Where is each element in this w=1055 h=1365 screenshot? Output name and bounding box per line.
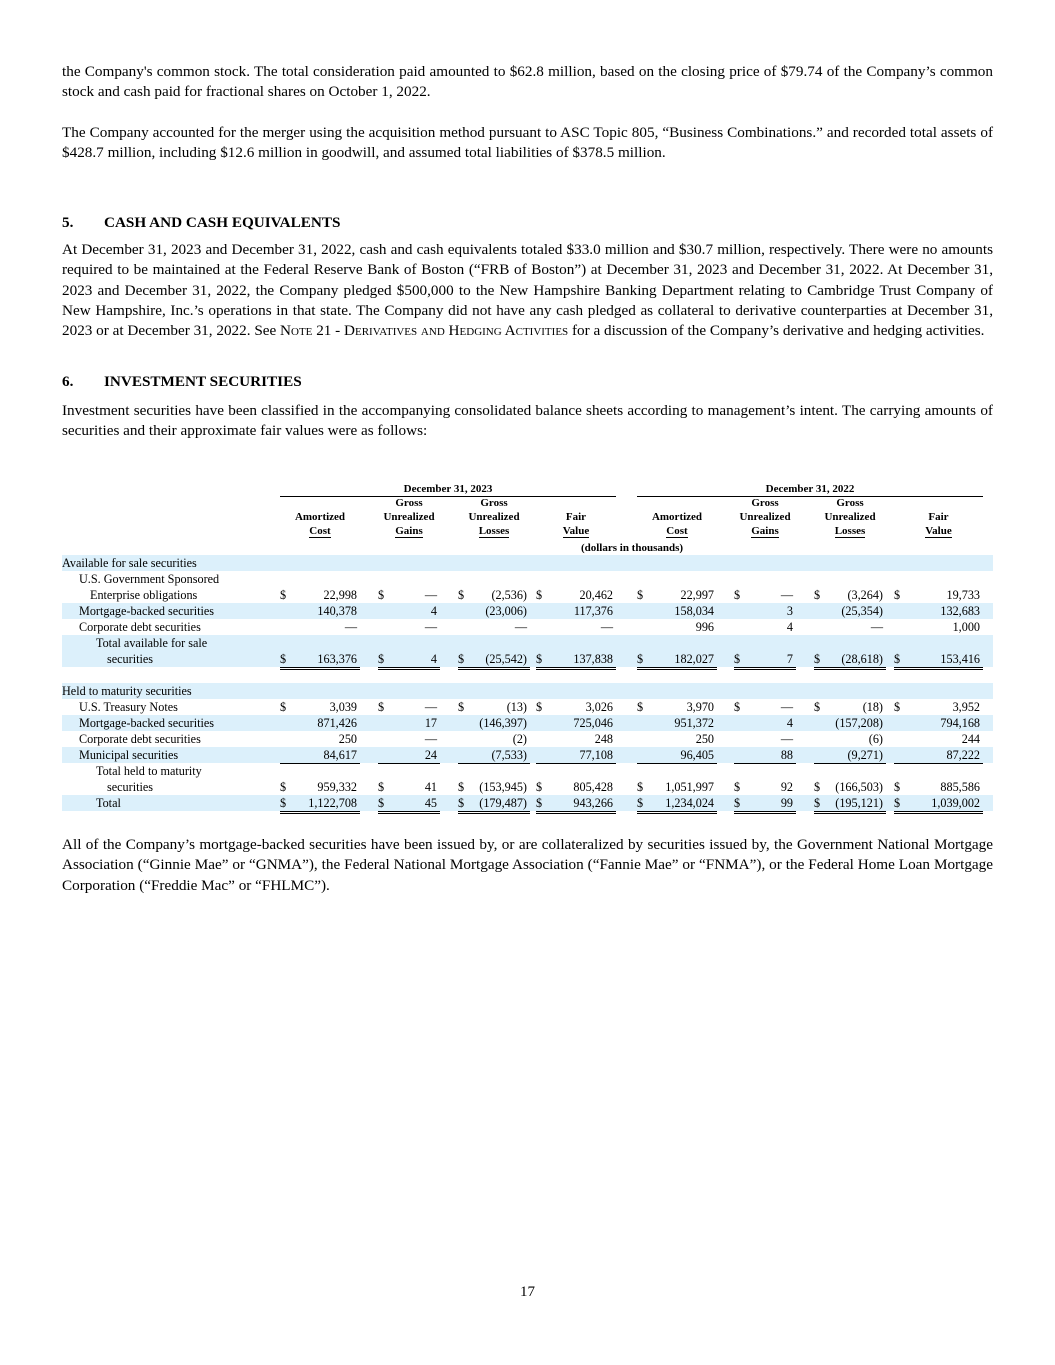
cell-amortized-cost-2023 (280, 763, 360, 798)
cell-amortized-cost-2023 (280, 619, 360, 636)
cell-value: 20,462 (579, 588, 613, 602)
dollar-sign: $ (637, 700, 644, 714)
dollar-sign: $ (458, 652, 465, 666)
cell-value: 92 (780, 780, 793, 794)
col-fair-value-2022: Fair Value (925, 511, 952, 537)
cell-value: 22,997 (680, 588, 714, 602)
section-5-heading (62, 213, 993, 233)
row-label (62, 619, 289, 635)
dollar-sign: $ (378, 780, 385, 794)
cell-value: 871,426 (317, 716, 357, 730)
investment-securities-table (62, 482, 993, 811)
cell-value: (25,354) (841, 604, 883, 618)
table-row (62, 763, 993, 795)
cell-value: (25,542) (485, 652, 527, 666)
cell-gross-losses-2022 (814, 715, 886, 731)
dollar-sign: $ (536, 700, 543, 714)
section-5-body (62, 240, 993, 341)
group-header-2023: December 31, 2023 (280, 482, 616, 497)
htm-section-header-label: Held to maturity securities (62, 684, 192, 698)
note-21-reference: Note 21 - Derivatives and Hedging Activities (280, 322, 569, 340)
cell-amortized-cost-2023 (280, 731, 360, 747)
cell-gross-gains-2023 (378, 619, 440, 636)
cell-amortized-cost-2022 (637, 571, 717, 603)
cell-value: (166,503) (835, 780, 883, 794)
cell-amortized-cost-2022 (637, 747, 717, 764)
section-6-title: INVESTMENT SECURITIES (104, 372, 302, 390)
dollar-sign: $ (734, 700, 741, 714)
cell-value: (18) (862, 700, 883, 714)
cell-fair-value-2022 (894, 715, 983, 731)
cell-value: 163,376 (317, 652, 357, 666)
section-6-heading (62, 372, 993, 392)
cell-value: — (344, 620, 357, 634)
cell-gross-gains-2023 (378, 699, 440, 715)
cell-value: — (424, 620, 437, 634)
cell-gross-gains-2022 (734, 571, 796, 603)
cell-gross-losses-2023 (458, 603, 530, 619)
dollar-sign: $ (536, 780, 543, 794)
dollar-sign: $ (814, 796, 821, 810)
dollar-sign: $ (280, 652, 287, 666)
cell-fair-value-2022 (894, 731, 983, 747)
dollar-sign: $ (536, 796, 543, 810)
dollar-sign: $ (637, 796, 644, 810)
cell-gross-gains-2023 (378, 635, 440, 670)
row-label-line-1: Mortgage-backed securities (79, 716, 215, 730)
dollar-sign: $ (734, 780, 741, 794)
cell-value: (2,536) (491, 588, 527, 602)
cell-amortized-cost-2022 (637, 731, 717, 747)
dollar-sign: $ (734, 652, 741, 666)
cell-gross-losses-2023 (458, 571, 530, 603)
dollar-sign: $ (280, 588, 287, 602)
cell-fair-value-2023 (536, 795, 616, 814)
row-label-line-2: securities (107, 652, 154, 666)
cell-value: 24 (424, 748, 437, 762)
cell-value: 4 (430, 652, 437, 666)
section-5-text: At December 31, 2023 and December 31, 2022, cash and cash equivalents totaled $33.0 million and $30.7 million, respectively. There were no amounts required to be maintained at the Federal Reserve Bank of Boston (“FRB of Boston”) at December 31, 2023 and December 31, 2022. At December 31, 2023 and December 31, 2022, the Company pledged $500,000 to the New Hampshire Banking Department relating to Cambridge Trust Company of New Hampshire, Inc.’s operations in that state. The Company did not have any cash pledged as collateral to derivative counterparties at December 31, 2023 or at December 31, 2022. See (62, 241, 993, 340)
row-label-line-1: Total available for sale (96, 636, 208, 650)
group-header-2022: December 31, 2022 (637, 482, 983, 497)
cell-value: 1,051,997 (665, 780, 714, 794)
dollar-sign: $ (378, 652, 385, 666)
dollar-sign: $ (280, 780, 287, 794)
table-row (62, 795, 993, 811)
table-row (62, 619, 993, 635)
cell-fair-value-2022 (894, 763, 983, 798)
table-row (62, 747, 993, 763)
cell-value: 4 (786, 620, 793, 634)
cell-amortized-cost-2022 (637, 763, 717, 798)
col-gross-losses-2022: Gross Unrealized Losses (824, 497, 876, 537)
cell-value: 22,998 (323, 588, 357, 602)
table-row (62, 715, 993, 731)
cell-value: (179,487) (479, 796, 527, 810)
cell-fair-value-2023 (536, 635, 616, 670)
section-6-number: 6. (62, 372, 74, 390)
cell-fair-value-2023 (536, 619, 616, 636)
dollar-sign: $ (458, 588, 465, 602)
cell-value: 132,683 (940, 604, 980, 618)
cell-fair-value-2023 (536, 763, 616, 798)
cell-value: 140,378 (317, 604, 357, 618)
htm-section-header (62, 683, 993, 699)
row-label-line-1: U.S. Government Sponsored (79, 572, 220, 586)
cell-value: 959,332 (317, 780, 357, 794)
cell-value: 158,034 (674, 604, 714, 618)
cell-gross-losses-2023 (458, 635, 530, 670)
cell-fair-value-2022 (894, 747, 983, 764)
row-label-line-1: Total (96, 796, 121, 810)
table-row (62, 635, 993, 667)
cell-value: (146,397) (479, 716, 527, 730)
dollar-sign: $ (378, 588, 385, 602)
col-fair-value-2023: Fair Value (562, 511, 590, 537)
cell-value: 885,586 (940, 780, 980, 794)
row-label (62, 795, 306, 811)
cell-value: 153,416 (940, 652, 980, 666)
dollar-sign: $ (378, 700, 385, 714)
cell-fair-value-2022 (894, 635, 983, 670)
dollar-sign: $ (814, 700, 821, 714)
afs-section-header-label: Available for sale securities (62, 556, 197, 570)
dollar-sign: $ (894, 780, 901, 794)
row-label-line-1: Corporate debt securities (79, 620, 201, 634)
row-label (62, 763, 306, 795)
cell-value: 250 (338, 732, 357, 746)
cell-gross-losses-2022 (814, 747, 886, 764)
row-label-line-2: securities (107, 780, 154, 794)
row-label (62, 635, 306, 667)
cell-fair-value-2023 (536, 747, 616, 764)
cell-value: 17 (424, 716, 437, 730)
cell-gross-losses-2023 (458, 699, 530, 715)
dollar-sign: $ (814, 652, 821, 666)
cell-gross-gains-2023 (378, 747, 440, 764)
cell-value: 182,027 (674, 652, 714, 666)
dollar-sign: $ (894, 700, 901, 714)
dollar-sign: $ (894, 652, 901, 666)
cell-amortized-cost-2022 (637, 635, 717, 670)
intro-paragraph-1: the Company's common stock. The total consideration paid amounted to $62.8 million, based on the closing price of $79.74 of the Company’s common stock and cash paid for fractional shares on October 1, 2022. (62, 63, 993, 101)
row-label (62, 747, 289, 763)
afs-section-header (62, 555, 993, 571)
cell-gross-losses-2023 (458, 715, 530, 731)
cell-amortized-cost-2022 (637, 715, 717, 731)
dollar-sign: $ (734, 588, 741, 602)
cell-value: 1,234,024 (665, 796, 714, 810)
cell-value: 7 (786, 652, 793, 666)
cell-gross-gains-2022 (734, 715, 796, 731)
cell-fair-value-2022 (894, 603, 983, 619)
cell-amortized-cost-2022 (637, 619, 717, 636)
dollar-sign: $ (637, 588, 644, 602)
cell-fair-value-2022 (894, 619, 983, 636)
cell-value: 117,376 (573, 604, 613, 618)
dollar-sign: $ (378, 796, 385, 810)
cell-value: (157,208) (835, 716, 883, 730)
cell-amortized-cost-2023 (280, 747, 360, 764)
cell-value: 77,108 (579, 748, 613, 762)
dollar-sign: $ (536, 652, 543, 666)
table-row (62, 571, 993, 603)
cell-gross-gains-2022 (734, 763, 796, 798)
row-label (62, 603, 289, 619)
cell-value: (3,264) (847, 588, 883, 602)
cell-fair-value-2023 (536, 715, 616, 731)
dollar-sign: $ (734, 796, 741, 810)
dollar-sign: $ (458, 780, 465, 794)
dollar-sign: $ (814, 780, 821, 794)
cell-fair-value-2022 (894, 571, 983, 603)
cell-gross-losses-2022 (814, 603, 886, 619)
cell-gross-losses-2022 (814, 795, 886, 814)
cell-gross-gains-2023 (378, 795, 440, 814)
cell-value: (9,271) (847, 748, 883, 762)
cell-value: — (514, 620, 527, 634)
cell-gross-gains-2022 (734, 731, 796, 747)
cell-value: (13) (506, 700, 527, 714)
cell-amortized-cost-2022 (637, 795, 717, 814)
cell-value: 996 (695, 620, 714, 634)
cell-gross-gains-2023 (378, 715, 440, 731)
cell-value: 943,266 (573, 796, 613, 810)
cell-gross-gains-2023 (378, 763, 440, 798)
row-label (62, 731, 289, 747)
dollar-sign: $ (280, 700, 287, 714)
cell-value: 805,428 (573, 780, 613, 794)
row-label-line-1: Total held to maturity (96, 764, 202, 778)
row-label-line-1: U.S. Treasury Notes (79, 700, 178, 714)
section-6-body: Investment securities have been classified in the accompanying consolidated balance sheets according to management’s intent. The carrying amounts of securities and their approximate fair values were as follows: (62, 401, 993, 439)
cell-amortized-cost-2022 (637, 603, 717, 619)
cell-value: (23,006) (485, 604, 527, 618)
cell-gross-losses-2023 (458, 795, 530, 814)
row-label-line-1: Mortgage-backed securities (79, 604, 215, 618)
cell-value: 794,168 (940, 716, 980, 730)
cell-gross-gains-2022 (734, 747, 796, 764)
table-body (62, 555, 993, 811)
cell-gross-losses-2022 (814, 699, 886, 715)
cell-gross-losses-2023 (458, 619, 530, 636)
row-label-line-2: Enterprise obligations (90, 588, 198, 602)
intro-paragraph-2: The Company accounted for the merger using the acquisition method pursuant to ASC Topic 805, “Business Combinations.” and recorded total assets of $428.7 million, including $12.6 million in goodwill, and assumed total liabilities of $378.5 million. (62, 123, 993, 161)
cell-value: 3,039 (329, 700, 357, 714)
cell-amortized-cost-2023 (280, 635, 360, 670)
closing-paragraph: All of the Company’s mortgage-backed securities have been issued by, or are collateralized by securities issued by, the Government National Mortgage Association (“Ginnie Mae” or “GNMA”), the Federal National Mortgage Association (“Fannie Mae” or “FNMA”), or the Federal Home Loan Mortgage Corporation (“Freddie Mac” or “FHLMC”). (62, 836, 993, 894)
cell-gross-losses-2022 (814, 635, 886, 670)
cell-value: 248 (594, 732, 613, 746)
cell-value: 951,372 (674, 716, 714, 730)
cell-value: 244 (961, 732, 980, 746)
dollar-sign: $ (637, 780, 644, 794)
cell-amortized-cost-2023 (280, 571, 360, 603)
dollar-sign: $ (637, 652, 644, 666)
cell-amortized-cost-2023 (280, 715, 360, 731)
cell-value: 96,405 (680, 748, 714, 762)
cell-value: — (600, 620, 613, 634)
cell-value: (7,533) (491, 748, 527, 762)
cell-value: 41 (424, 780, 437, 794)
cell-value: 84,617 (323, 748, 357, 762)
cell-value: 4 (430, 604, 437, 618)
col-gross-gains-2022: Gross Unrealized Gains (739, 497, 791, 537)
table-row (62, 603, 993, 619)
cell-value: 3 (786, 604, 793, 618)
cell-gross-gains-2022 (734, 795, 796, 814)
cell-value: 19,733 (946, 588, 980, 602)
dollar-sign: $ (814, 588, 821, 602)
cell-value: 3,026 (585, 700, 613, 714)
cell-value: 87,222 (946, 748, 980, 762)
row-label (62, 699, 289, 715)
units-note: (dollars in thousands) (580, 542, 684, 554)
cell-gross-gains-2022 (734, 635, 796, 670)
cell-amortized-cost-2023 (280, 795, 360, 814)
col-amortized-cost-2022: Amortized Cost (651, 511, 703, 537)
cell-value: 1,000 (952, 620, 980, 634)
table-header (62, 482, 993, 555)
cell-value: (28,618) (841, 652, 883, 666)
dollar-sign: $ (458, 796, 465, 810)
row-label-line-1: Corporate debt securities (79, 732, 201, 746)
cell-fair-value-2022 (894, 795, 983, 814)
cell-fair-value-2023 (536, 603, 616, 619)
section-5-text-tail: for a discussion of the Company’s derivative and hedging activities. (568, 322, 985, 340)
dollar-sign: $ (280, 796, 287, 810)
cell-amortized-cost-2023 (280, 699, 360, 715)
cell-gross-losses-2022 (814, 763, 886, 798)
cell-gross-gains-2022 (734, 603, 796, 619)
col-gross-losses-2023: Gross Unrealized Losses (468, 497, 520, 537)
row-label (62, 571, 289, 603)
cell-value: — (424, 700, 437, 714)
cell-fair-value-2022 (894, 699, 983, 715)
cell-value: (6) (868, 732, 883, 746)
cell-value: 4 (786, 716, 793, 730)
cell-value: 3,952 (952, 700, 980, 714)
section-5-title: CASH AND CASH EQUIVALENTS (104, 214, 341, 232)
cell-gross-gains-2023 (378, 731, 440, 747)
cell-gross-losses-2022 (814, 571, 886, 603)
cell-gross-gains-2023 (378, 603, 440, 619)
cell-gross-losses-2023 (458, 747, 530, 764)
cell-value: — (780, 588, 793, 602)
col-gross-gains-2023: Gross Unrealized Gains (383, 497, 435, 537)
cell-value: — (424, 588, 437, 602)
cell-value: — (780, 732, 793, 746)
row-label-line-1: Municipal securities (79, 748, 179, 762)
section-5-number: 5. (62, 214, 74, 232)
page-number: 17 (520, 1284, 535, 1300)
cell-value: 250 (695, 732, 714, 746)
cell-gross-losses-2022 (814, 731, 886, 747)
cell-value: 1,039,002 (931, 796, 980, 810)
cell-gross-losses-2022 (814, 619, 886, 636)
cell-value: — (870, 620, 883, 634)
cell-value: 725,046 (573, 716, 613, 730)
cell-value: 99 (780, 796, 793, 810)
cell-value: 1,122,708 (308, 796, 357, 810)
cell-fair-value-2023 (536, 699, 616, 715)
cell-fair-value-2023 (536, 571, 616, 603)
cell-value: 137,838 (573, 652, 613, 666)
cell-value: — (424, 732, 437, 746)
table-row (62, 731, 993, 747)
col-amortized-cost-2023: Amortized Cost (294, 511, 346, 537)
cell-amortized-cost-2022 (637, 699, 717, 715)
cell-gross-gains-2022 (734, 619, 796, 636)
cell-fair-value-2023 (536, 731, 616, 747)
cell-value: 3,970 (686, 700, 714, 714)
cell-gross-losses-2023 (458, 731, 530, 747)
table-row (62, 699, 993, 715)
cell-value: (2) (512, 732, 527, 746)
row-label (62, 715, 289, 731)
cell-amortized-cost-2023 (280, 603, 360, 619)
cell-gross-losses-2023 (458, 763, 530, 798)
dollar-sign: $ (536, 588, 543, 602)
cell-value: (153,945) (479, 780, 527, 794)
dollar-sign: $ (458, 700, 465, 714)
document-page (62, 62, 993, 441)
cell-gross-gains-2023 (378, 571, 440, 603)
cell-value: — (780, 700, 793, 714)
dollar-sign: $ (894, 796, 901, 810)
cell-value: 45 (424, 796, 437, 810)
dollar-sign: $ (894, 588, 901, 602)
cell-gross-gains-2022 (734, 699, 796, 715)
cell-value: (195,121) (835, 796, 883, 810)
cell-value: 88 (780, 748, 793, 762)
